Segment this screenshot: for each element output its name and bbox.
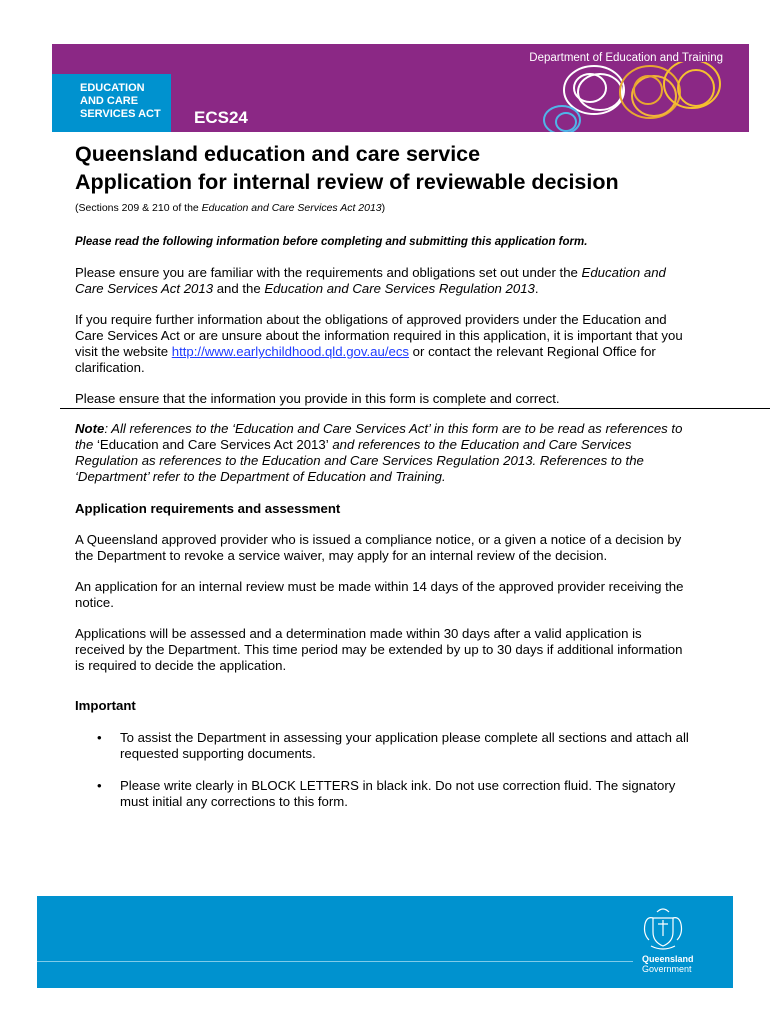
act-line: SERVICES ACT bbox=[80, 108, 161, 120]
requirements-heading: Application requirements and assessment bbox=[75, 501, 341, 516]
requirements-p3: Applications will be assessed and a determination made within 30 days after a valid application is received by the Department. This time period may be extended by up to 30 days if additional information is required to decide the application. bbox=[75, 626, 683, 673]
bullet-text: To assist the Department in assessing your application please complete all sections and attach all requested supporting documents. bbox=[120, 730, 689, 761]
logo-line-1: Queensland bbox=[642, 954, 694, 964]
note-act: ‘Education and Care Services Act 2013’ bbox=[97, 437, 329, 452]
p1-e: . bbox=[534, 281, 539, 296]
paragraph-familiar bbox=[75, 265, 695, 297]
p2-b: or contact the relevant Regional Office for clarification. bbox=[75, 344, 656, 375]
queensland-crest-icon bbox=[641, 906, 685, 952]
requirements-p2: An application for an internal review must be made within 14 days of the approved provider receiving the notice. bbox=[75, 579, 684, 610]
requirements-p1: A Queensland approved provider who is issued a compliance notice, or a given a notice of a decision by the Department to revoke a service waiver, may apply for an internal review of the decision. bbox=[75, 532, 682, 563]
document-body bbox=[75, 140, 695, 810]
p1-c: and the bbox=[213, 281, 265, 296]
sections-act: Education and Care Services Act 2013 bbox=[201, 202, 382, 214]
note-a: : All references to the ‘Education and Care Services Act’ in this form are to be read as references to the bbox=[75, 421, 683, 452]
header-banner bbox=[52, 44, 749, 132]
website-link[interactable]: http://www.earlychildhood.qld.gov.au/ecs bbox=[171, 344, 410, 359]
note-c: and references to the Education and Care Services Regulation as references to the Education and Care Services Regulation 2013. References to the ‘Department’ refer to the Department of Education and Training. bbox=[75, 437, 644, 484]
swirl-graphic bbox=[532, 62, 732, 132]
form-code: ECS24 bbox=[194, 108, 248, 127]
footer-band bbox=[37, 896, 733, 988]
p1-act: Education and Care Services Act 2013 bbox=[75, 265, 666, 296]
bullet-icon: • bbox=[97, 778, 102, 793]
p1-regulation: Education and Care Services Regulation 2013 bbox=[264, 281, 535, 296]
act-line: EDUCATION bbox=[80, 82, 145, 94]
p2-a: If you require further information about the obligations of approved providers under the Education and Care Services Act or are unsure about the information required in this application, it is important that you visit the website bbox=[75, 312, 683, 359]
sections-pre: (Sections 209 & 210 of the bbox=[75, 202, 202, 214]
title-line-1: Queensland education and care service bbox=[75, 142, 481, 166]
department-name: Department of Education and Training bbox=[529, 52, 723, 64]
read-notice: Please read the following information before completing and submitting this application form. bbox=[75, 236, 588, 248]
sections-reference bbox=[75, 202, 695, 214]
logo-line-2: Government bbox=[642, 964, 692, 974]
note-label: Note bbox=[75, 421, 105, 436]
important-heading: Important bbox=[75, 698, 136, 713]
list-item bbox=[75, 778, 695, 810]
footer-divider bbox=[37, 961, 633, 962]
sections-post: ) bbox=[381, 202, 386, 214]
title-line-2: Application for internal review of reviewable decision bbox=[75, 170, 619, 194]
queensland-government-logo bbox=[642, 954, 694, 974]
paragraph-website bbox=[75, 312, 695, 376]
note-divider bbox=[60, 408, 770, 409]
paragraph-complete: Please ensure that the information you provide in this form is complete and correct. bbox=[75, 391, 560, 406]
bullet-text: Please write clearly in BLOCK LETTERS in black ink. Do not use correction fluid. The signatory must initial any corrections to this form. bbox=[120, 778, 676, 809]
act-box bbox=[52, 74, 171, 132]
note-paragraph bbox=[75, 421, 695, 485]
act-line: AND CARE bbox=[80, 95, 139, 107]
p1-a: Please ensure you are familiar with the requirements and obligations set out under the bbox=[75, 265, 582, 280]
bullet-icon: • bbox=[97, 730, 102, 745]
list-item bbox=[75, 730, 695, 762]
